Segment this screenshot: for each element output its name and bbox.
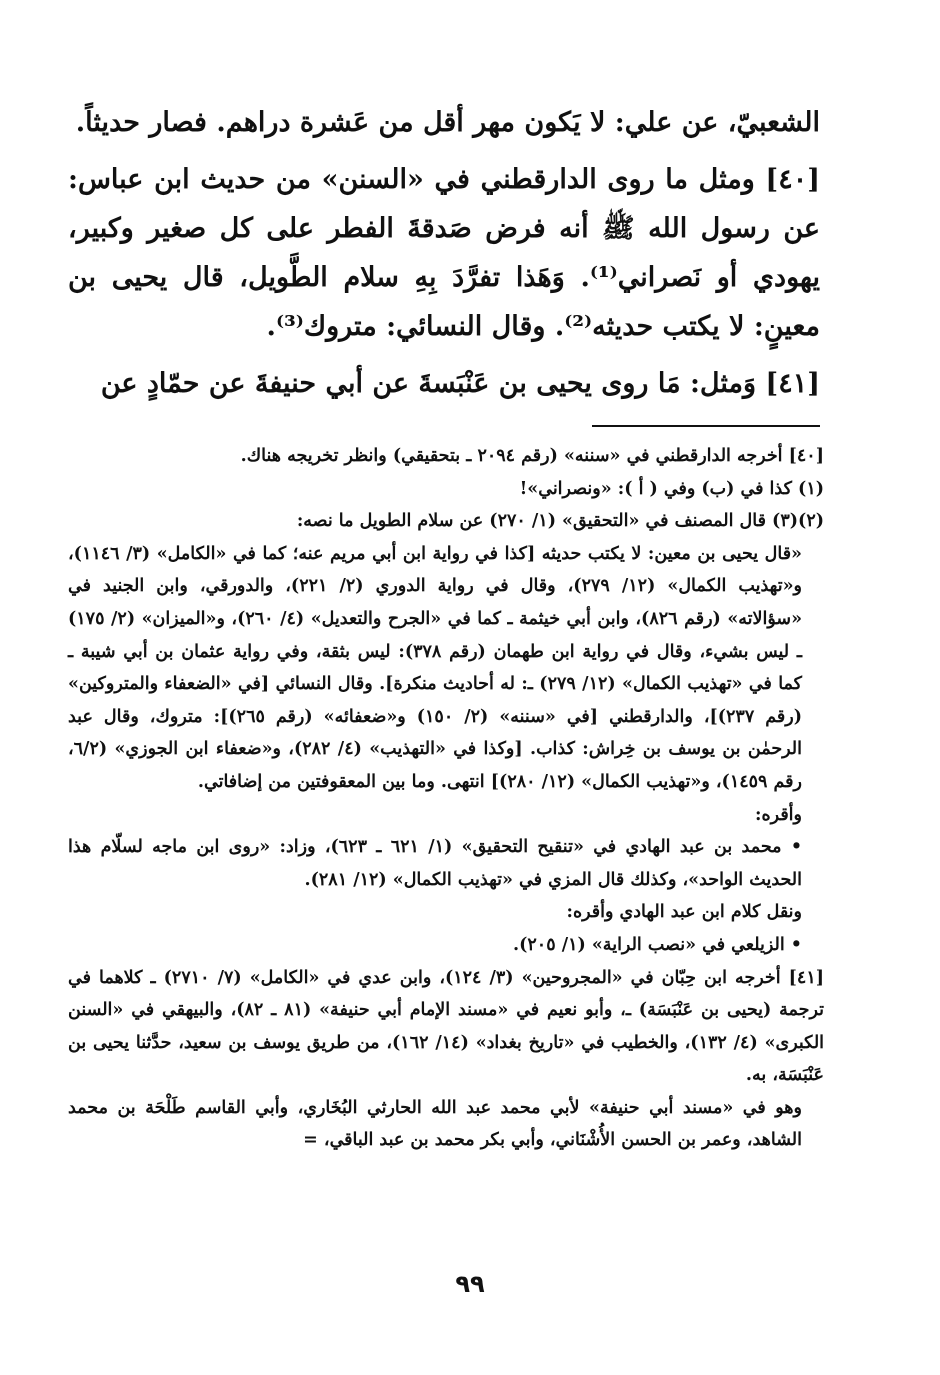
paragraph-hadith-41: [٤١] وَمثل: مَا روى يحيى بن عَنْبَسةَ عن أبي حنيفةَ عن حمّادٍ عن xyxy=(100,368,820,399)
page-number: ٩٩ xyxy=(455,1270,485,1298)
footnote-2-3: (٢)(٣) قال المصنف في «التحقيق» (١/ ٢٧٠) عن سلام الطويل ما نصه: xyxy=(296,511,824,532)
footnote-40: [٤٠] أخرجه الدارقطني في «سننه» (رقم ٢٠٩٤ ـ بتحقيقي) وانظر تخريجه هناك. xyxy=(240,446,824,466)
footnotes xyxy=(68,440,824,1157)
footnote-1: (١) كذا في (ب) وفي ( أ ): «ونصراني»! xyxy=(519,478,824,499)
footnote-approved-by: وأقره: xyxy=(755,804,802,825)
footnote-bullet-zaylai: • الزيلعي في «نصب الراية» (١/ ٢٠٥). xyxy=(68,929,824,962)
paragraph-continuation: الشعبيّ، عن علي: لا يَكون مهر أقل من عَشرة دراهم. فصار حديثاً. xyxy=(75,107,820,138)
footnote-bullet-ibn-abd-al-hadi: • محمد بن عبد الهادي في «تنقيح التحقيق» (١/ ٦٢١ ـ ٦٢٣)، وزاد: «روى ابن ماجه لسلّام هذا الحديث الواحد»، وكذلك قال المزي في «تهذيب الكمال» (١٢/ ٢٨١). xyxy=(68,831,824,896)
paragraph-hadith-40: [٤٠] ومثل ما روى الدارقطني في «السنن» من حديث ابن عباس: عن رسول الله ﷺ أنه فرض صَدقةَ الفطر على كل صغير وكبير، يهودي أو نَصراني⁽¹⁾. وَهَذا تفرَّدَ بِهِ سلام الطَّويل، قال يحيى بن معينٍ: لا يكتب حديثه⁽²⁾. وقال النسائي: متروك⁽³⁾. xyxy=(68,164,820,342)
main-text xyxy=(68,98,820,416)
footnote-quote: «قال يحيى بن معين: لا يكتب حديثه [كذا في رواية ابن أبي مريم عنه؛ كما في «الكامل» (٣/ ١١٤٦)، و«تهذيب الكمال» (١٢/ ٢٧٩)، وقال في رواية الدوري (٢/ ٢٢١)، والدورقي، وابن الجنيد في «سؤالاته» (رقم ٨٢٦)، وابن أبي خيثمة ـ كما في «الجرح والتعديل» (٤/ ٢٦٠)، و«الميزان» (٢/ ١٧٥) ـ ليس بشيء، وقال في رواية ابن طهمان (رقم ٣٧٨): ليس بثقة، وفي رواية عثمان بن أبي شيبة ـ كما في «تهذيب الكمال» (١٢/ ٢٧٩) ـ: له أحاديث منكرة]. وقال النسائي [في «الضعفاء والمتروكين» (رقم ٢٣٧)]، والدارقطني [في «سننه» (٢/ ١٥٠) و«ضعفائه» (رقم ٢٦٥)]: متروك، وقال عبد الرحمٰن بن يوسف بن خِراش: كذاب. [وكذا في «التهذيب» (٤/ ٢٨٢)، و«ضعفاء ابن الجوزي» (٦/٢، رقم ١٤٥٩)، و«تهذيب الكمال» (١٢/ ٢٨٠)] انتهى. وما بين المعقوفتين من إضافاتي. xyxy=(68,543,803,792)
footnote-41: [٤١] أخرجه ابن حِبّان في «المجروحين» (٣/ ١٢٤)، وابن عدي في «الكامل» (٧/ ٢٧١٠) ـ كلاهما في ترجمة (يحيى بن عَنْبَسَة) ـ، وأبو نعيم في «مسند الإمام أبي حنيفة» (٨١ ـ ٨٢)، والبيهقي في «السنن الكبرى» (٤/ ١٣٢)، والخطيب في «تاريخ بغداد» (١٤/ ١٦٢)، من طريق يوسف بن سعيد، حدَّثنا يحيى بن عَنْبَسَة، به. xyxy=(68,967,825,1086)
footnote-separator xyxy=(592,425,820,427)
footnote-transmitted: ونقل كلام ابن عبد الهادي وأقره: xyxy=(566,902,802,923)
footnote-musnad: وهو في «مسند أبي حنيفة» لأبي محمد عبد الله الحارثي البُخَاري، وأبي القاسم طَلْحَة بن محمد الشاهد، وعمر بن الحسن الأُشْنَاني، وأبي بكر محمد بن عبد الباقي، = xyxy=(68,1097,802,1151)
